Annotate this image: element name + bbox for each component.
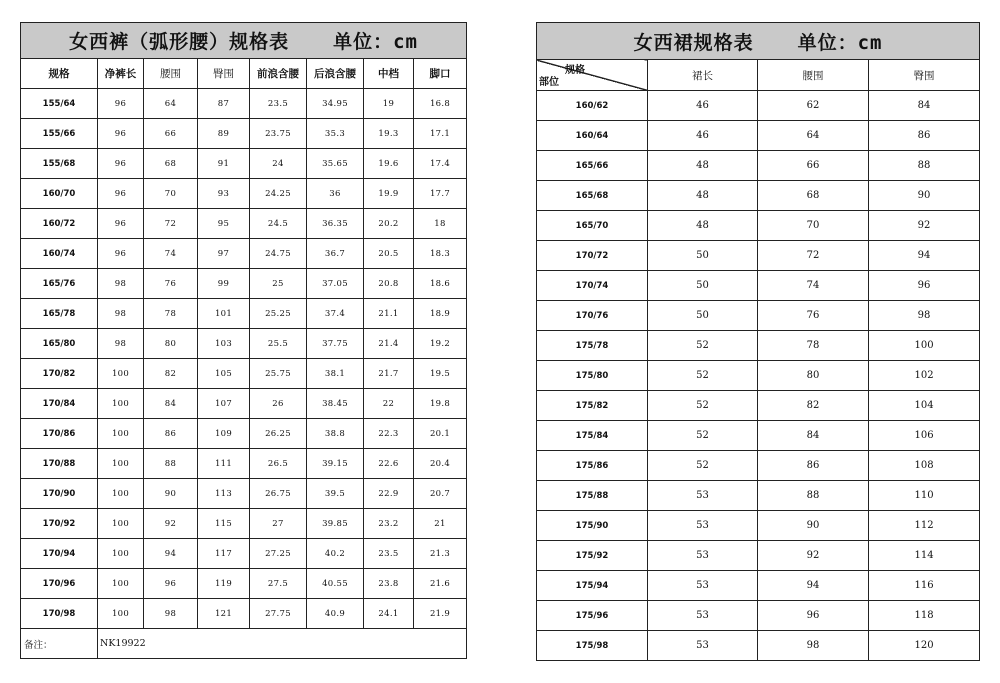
value-cell: 20.8 (364, 269, 414, 299)
table-row (21, 419, 467, 449)
value-cell: 52 (648, 331, 758, 361)
table-row (21, 539, 467, 569)
pants-header-cell: 前浪含腰 (250, 59, 307, 89)
value-cell: 48 (648, 181, 758, 211)
value-cell: 27 (250, 509, 307, 539)
value-cell: 64 (144, 89, 198, 119)
value-cell: 98 (98, 299, 144, 329)
value-cell: 23.2 (364, 509, 414, 539)
value-cell: 26 (250, 389, 307, 419)
value-cell: 107 (198, 389, 250, 419)
value-cell: 26.75 (250, 479, 307, 509)
value-cell: 53 (648, 511, 758, 541)
size-cell: 175/86 (537, 451, 648, 481)
value-cell: 82 (758, 391, 869, 421)
value-cell: 24.25 (250, 179, 307, 209)
value-cell: 92 (869, 211, 980, 241)
value-cell: 38.1 (307, 359, 364, 389)
table-row (21, 179, 467, 209)
value-cell: 103 (198, 329, 250, 359)
size-cell: 160/70 (21, 179, 98, 209)
size-cell: 175/90 (537, 511, 648, 541)
value-cell: 38.45 (307, 389, 364, 419)
value-cell: 18.9 (414, 299, 467, 329)
pants-unit: 单位：cm (333, 31, 418, 53)
value-cell: 90 (869, 181, 980, 211)
table-row (21, 359, 467, 389)
value-cell: 72 (144, 209, 198, 239)
value-cell: 84 (758, 421, 869, 451)
value-cell: 52 (648, 391, 758, 421)
value-cell: 64 (758, 121, 869, 151)
skirt-header-cell: 腰围 (758, 60, 869, 91)
value-cell: 104 (869, 391, 980, 421)
pants-title: 女西裤（弧形腰）规格表 (69, 31, 290, 53)
value-cell: 62 (758, 91, 869, 121)
value-cell: 68 (144, 149, 198, 179)
table-row (21, 119, 467, 149)
table-row (537, 541, 980, 571)
value-cell: 121 (198, 599, 250, 629)
skirt-title-cell (537, 23, 980, 60)
value-cell: 22.3 (364, 419, 414, 449)
value-cell: 92 (144, 509, 198, 539)
value-cell: 27.5 (250, 569, 307, 599)
value-cell: 96 (144, 569, 198, 599)
value-cell: 26.5 (250, 449, 307, 479)
size-cell: 160/72 (21, 209, 98, 239)
value-cell: 53 (648, 601, 758, 631)
skirt-corner-cell (537, 60, 648, 91)
value-cell: 25.75 (250, 359, 307, 389)
size-cell: 155/66 (21, 119, 98, 149)
value-cell: 99 (198, 269, 250, 299)
value-cell: 112 (869, 511, 980, 541)
value-cell: 27.75 (250, 599, 307, 629)
value-cell: 100 (98, 539, 144, 569)
value-cell: 111 (198, 449, 250, 479)
table-row (537, 631, 980, 661)
skirt-header-row (537, 60, 980, 91)
value-cell: 98 (869, 301, 980, 331)
value-cell: 80 (758, 361, 869, 391)
value-cell: 21.1 (364, 299, 414, 329)
size-cell: 170/90 (21, 479, 98, 509)
value-cell: 100 (98, 359, 144, 389)
value-cell: 96 (98, 89, 144, 119)
value-cell: 66 (758, 151, 869, 181)
value-cell: 100 (869, 331, 980, 361)
size-cell: 165/78 (21, 299, 98, 329)
value-cell: 25.5 (250, 329, 307, 359)
pants-header-cell: 中档 (364, 59, 414, 89)
value-cell: 82 (144, 359, 198, 389)
value-cell: 53 (648, 571, 758, 601)
value-cell: 100 (98, 449, 144, 479)
table-row (21, 509, 467, 539)
pants-header-cell: 净裤长 (98, 59, 144, 89)
size-cell: 160/62 (537, 91, 648, 121)
size-cell: 160/64 (537, 121, 648, 151)
table-row (537, 91, 980, 121)
table-row (21, 329, 467, 359)
value-cell: 20.4 (414, 449, 467, 479)
value-cell: 27.25 (250, 539, 307, 569)
value-cell: 53 (648, 481, 758, 511)
value-cell: 35.65 (307, 149, 364, 179)
value-cell: 21.4 (364, 329, 414, 359)
size-cell: 165/66 (537, 151, 648, 181)
size-cell: 170/98 (21, 599, 98, 629)
value-cell: 100 (98, 509, 144, 539)
size-cell: 175/84 (537, 421, 648, 451)
value-cell: 96 (98, 119, 144, 149)
table-row (537, 241, 980, 271)
pants-header-cell: 后浪含腰 (307, 59, 364, 89)
size-cell: 175/98 (537, 631, 648, 661)
value-cell: 74 (758, 271, 869, 301)
pants-spec-table (20, 22, 467, 659)
value-cell: 50 (648, 301, 758, 331)
value-cell: 40.55 (307, 569, 364, 599)
skirt-header-cell: 裙长 (648, 60, 758, 91)
table-row (537, 391, 980, 421)
value-cell: 100 (98, 599, 144, 629)
value-cell: 70 (758, 211, 869, 241)
value-cell: 24.5 (250, 209, 307, 239)
value-cell: 25 (250, 269, 307, 299)
note-value: NK19922 (98, 629, 467, 659)
skirt-title: 女西裙规格表 (633, 31, 754, 54)
value-cell: 102 (869, 361, 980, 391)
table-row (537, 121, 980, 151)
value-cell: 88 (144, 449, 198, 479)
value-cell: 120 (869, 631, 980, 661)
value-cell: 18.3 (414, 239, 467, 269)
value-cell: 17.4 (414, 149, 467, 179)
value-cell: 93 (198, 179, 250, 209)
value-cell: 97 (198, 239, 250, 269)
value-cell: 98 (758, 631, 869, 661)
value-cell: 96 (98, 149, 144, 179)
size-cell: 170/82 (21, 359, 98, 389)
value-cell: 24.1 (364, 599, 414, 629)
value-cell: 40.2 (307, 539, 364, 569)
value-cell: 20.5 (364, 239, 414, 269)
value-cell: 37.4 (307, 299, 364, 329)
value-cell: 22 (364, 389, 414, 419)
value-cell: 19.2 (414, 329, 467, 359)
size-cell: 165/80 (21, 329, 98, 359)
value-cell: 105 (198, 359, 250, 389)
size-cell: 175/80 (537, 361, 648, 391)
value-cell: 84 (869, 91, 980, 121)
value-cell: 87 (198, 89, 250, 119)
value-cell: 19.5 (414, 359, 467, 389)
note-label: 备注： (21, 629, 98, 659)
table-row (537, 271, 980, 301)
value-cell: 70 (144, 179, 198, 209)
value-cell: 117 (198, 539, 250, 569)
value-cell: 96 (98, 209, 144, 239)
value-cell: 94 (144, 539, 198, 569)
value-cell: 84 (144, 389, 198, 419)
table-row (537, 481, 980, 511)
value-cell: 100 (98, 419, 144, 449)
value-cell: 94 (869, 241, 980, 271)
table-row (537, 511, 980, 541)
value-cell: 39.85 (307, 509, 364, 539)
value-cell: 78 (758, 331, 869, 361)
value-cell: 118 (869, 601, 980, 631)
value-cell: 119 (198, 569, 250, 599)
table-row (21, 149, 467, 179)
value-cell: 18 (414, 209, 467, 239)
value-cell: 38.8 (307, 419, 364, 449)
value-cell: 50 (648, 271, 758, 301)
value-cell: 96 (869, 271, 980, 301)
value-cell: 20.1 (414, 419, 467, 449)
value-cell: 23.5 (250, 89, 307, 119)
table-row (21, 239, 467, 269)
size-cell: 170/88 (21, 449, 98, 479)
value-cell: 91 (198, 149, 250, 179)
size-cell: 170/72 (537, 241, 648, 271)
value-cell: 40.9 (307, 599, 364, 629)
table-row (537, 451, 980, 481)
value-cell: 68 (758, 181, 869, 211)
value-cell: 52 (648, 421, 758, 451)
value-cell: 98 (144, 599, 198, 629)
value-cell: 72 (758, 241, 869, 271)
table-row (537, 301, 980, 331)
size-cell: 170/84 (21, 389, 98, 419)
value-cell: 66 (144, 119, 198, 149)
value-cell: 50 (648, 241, 758, 271)
value-cell: 26.25 (250, 419, 307, 449)
value-cell: 78 (144, 299, 198, 329)
skirt-title-row (537, 23, 980, 60)
size-cell: 175/88 (537, 481, 648, 511)
value-cell: 21.3 (414, 539, 467, 569)
value-cell: 16.8 (414, 89, 467, 119)
value-cell: 80 (144, 329, 198, 359)
value-cell: 25.25 (250, 299, 307, 329)
pants-header-cell: 规格 (21, 59, 98, 89)
skirt-spec-table (536, 22, 980, 661)
pants-header-cell: 臀围 (198, 59, 250, 89)
value-cell: 36 (307, 179, 364, 209)
value-cell: 116 (869, 571, 980, 601)
value-cell: 52 (648, 361, 758, 391)
size-cell: 170/92 (21, 509, 98, 539)
table-row (21, 479, 467, 509)
value-cell: 22.6 (364, 449, 414, 479)
value-cell: 36.35 (307, 209, 364, 239)
value-cell: 22.9 (364, 479, 414, 509)
value-cell: 39.15 (307, 449, 364, 479)
table-row (537, 361, 980, 391)
skirt-corner-bottom: 部位 (539, 77, 559, 88)
value-cell: 36.7 (307, 239, 364, 269)
pants-title-cell (21, 23, 467, 59)
size-cell: 170/76 (537, 301, 648, 331)
value-cell: 48 (648, 211, 758, 241)
value-cell: 98 (98, 329, 144, 359)
value-cell: 21.9 (414, 599, 467, 629)
size-cell: 160/74 (21, 239, 98, 269)
value-cell: 86 (758, 451, 869, 481)
size-cell: 155/68 (21, 149, 98, 179)
size-cell: 175/82 (537, 391, 648, 421)
value-cell: 74 (144, 239, 198, 269)
value-cell: 39.5 (307, 479, 364, 509)
size-cell: 165/68 (537, 181, 648, 211)
value-cell: 35.3 (307, 119, 364, 149)
value-cell: 110 (869, 481, 980, 511)
size-cell: 155/64 (21, 89, 98, 119)
value-cell: 37.75 (307, 329, 364, 359)
value-cell: 109 (198, 419, 250, 449)
table-row (537, 331, 980, 361)
value-cell: 23.75 (250, 119, 307, 149)
value-cell: 19 (364, 89, 414, 119)
value-cell: 23.8 (364, 569, 414, 599)
value-cell: 92 (758, 541, 869, 571)
value-cell: 98 (98, 269, 144, 299)
pants-header-row (21, 59, 467, 89)
table-row (537, 421, 980, 451)
value-cell: 100 (98, 569, 144, 599)
size-cell: 175/94 (537, 571, 648, 601)
value-cell: 113 (198, 479, 250, 509)
value-cell: 94 (758, 571, 869, 601)
value-cell: 20.2 (364, 209, 414, 239)
table-row (21, 89, 467, 119)
value-cell: 52 (648, 451, 758, 481)
skirt-corner-top: 规格 (565, 65, 585, 76)
value-cell: 76 (144, 269, 198, 299)
size-cell: 170/94 (21, 539, 98, 569)
size-cell: 170/86 (21, 419, 98, 449)
table-row (537, 601, 980, 631)
value-cell: 90 (758, 511, 869, 541)
size-cell: 175/96 (537, 601, 648, 631)
value-cell: 96 (98, 239, 144, 269)
size-cell: 175/92 (537, 541, 648, 571)
size-cell: 170/74 (537, 271, 648, 301)
value-cell: 76 (758, 301, 869, 331)
value-cell: 106 (869, 421, 980, 451)
value-cell: 23.5 (364, 539, 414, 569)
size-cell: 165/76 (21, 269, 98, 299)
skirt-unit: 单位：cm (797, 31, 883, 54)
skirt-header-cell: 臀围 (869, 60, 980, 91)
value-cell: 21.6 (414, 569, 467, 599)
table-row (21, 299, 467, 329)
table-row (21, 269, 467, 299)
value-cell: 100 (98, 389, 144, 419)
value-cell: 90 (144, 479, 198, 509)
size-cell: 170/96 (21, 569, 98, 599)
table-row (537, 571, 980, 601)
value-cell: 46 (648, 91, 758, 121)
value-cell: 88 (869, 151, 980, 181)
table-row (21, 599, 467, 629)
value-cell: 95 (198, 209, 250, 239)
size-cell: 165/70 (537, 211, 648, 241)
value-cell: 17.1 (414, 119, 467, 149)
value-cell: 18.6 (414, 269, 467, 299)
value-cell: 20.7 (414, 479, 467, 509)
value-cell: 19.3 (364, 119, 414, 149)
table-row (537, 211, 980, 241)
value-cell: 21 (414, 509, 467, 539)
value-cell: 101 (198, 299, 250, 329)
table-row (21, 389, 467, 419)
value-cell: 37.05 (307, 269, 364, 299)
value-cell: 88 (758, 481, 869, 511)
table-row (21, 209, 467, 239)
size-cell: 175/78 (537, 331, 648, 361)
value-cell: 24.75 (250, 239, 307, 269)
value-cell: 96 (98, 179, 144, 209)
value-cell: 86 (869, 121, 980, 151)
value-cell: 21.7 (364, 359, 414, 389)
value-cell: 89 (198, 119, 250, 149)
value-cell: 96 (758, 601, 869, 631)
pants-header-cell: 脚口 (414, 59, 467, 89)
value-cell: 114 (869, 541, 980, 571)
value-cell: 86 (144, 419, 198, 449)
value-cell: 19.6 (364, 149, 414, 179)
table-row (21, 569, 467, 599)
value-cell: 46 (648, 121, 758, 151)
value-cell: 115 (198, 509, 250, 539)
pants-header-cell: 腰围 (144, 59, 198, 89)
value-cell: 48 (648, 151, 758, 181)
value-cell: 17.7 (414, 179, 467, 209)
value-cell: 53 (648, 631, 758, 661)
table-row (537, 181, 980, 211)
value-cell: 108 (869, 451, 980, 481)
note-row (21, 629, 467, 659)
value-cell: 19.8 (414, 389, 467, 419)
value-cell: 53 (648, 541, 758, 571)
value-cell: 34.95 (307, 89, 364, 119)
value-cell: 24 (250, 149, 307, 179)
table-row (537, 151, 980, 181)
table-row (21, 449, 467, 479)
pants-title-row (21, 23, 467, 59)
value-cell: 19.9 (364, 179, 414, 209)
value-cell: 100 (98, 479, 144, 509)
